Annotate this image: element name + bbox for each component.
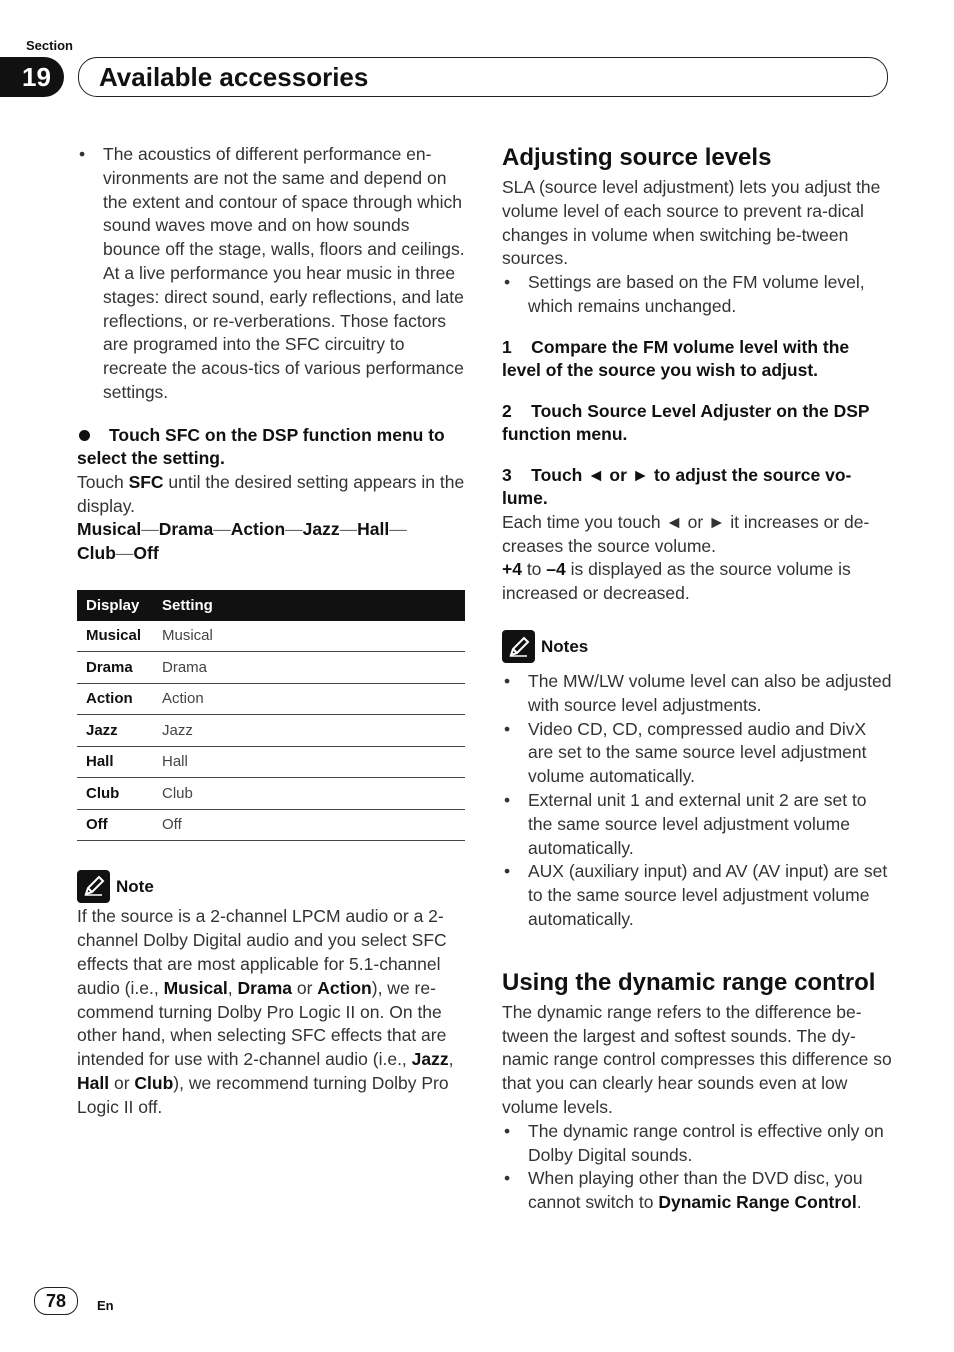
drc-intro: The dynamic range refers to the difference be-tween the largest and softest sounds. The dy-namic range control compresses this difference so that you can clearly hear sounds even at low volume levels. (502, 1001, 892, 1117)
touch-sfc-text (77, 471, 465, 519)
list-item: • External unit 1 and external unit 2 are set to the same source level adjustment volume automatically. (502, 789, 892, 860)
table-cell-display: Drama (77, 652, 153, 684)
note-text: , (448, 1049, 454, 1070)
cycle-item: Jazz (302, 519, 340, 540)
table-cell-setting: Musical (153, 621, 465, 652)
range-post: is displayed as the source volume is increased or decreased. (502, 559, 851, 604)
sfc-step-text: Touch SFC on the DSP function menu to select the setting. (77, 424, 445, 469)
section-label: Section (26, 38, 73, 53)
table-cell-display: Off (77, 809, 153, 841)
cycle-sep: — (141, 519, 159, 540)
drc-bullet-end: . (856, 1192, 862, 1213)
note-title: Note (116, 876, 154, 896)
cycle-item: Action (230, 519, 286, 540)
table-row (77, 778, 465, 810)
list-item: • AUX (auxiliary input) and AV (AV input) are set to the same source level adjustment volume automatically. (502, 860, 892, 931)
step-1: 1 Compare the FM volume level with the level of the source you wish to adjust. (502, 336, 855, 381)
note-text: or (109, 1073, 135, 1094)
step-2: 2 Touch Source Level Adjuster on the DSP function menu. (502, 400, 875, 445)
table-row (77, 809, 465, 841)
note-text: ), we re-commend turning Dolby Pro Logic II on. On the other hand, when selecting SFC effects that are intended for use with 2-channel audio (i.e., (77, 977, 447, 1070)
cycle-item: Hall (357, 519, 390, 540)
acoustics-bullet: • The acoustics of different performance en-vironments are not the same and depend on the extent and contour of space through which sound waves move and on how sounds bounce off the stage, walls, floors and ceilings. At a live performance you hear music in three stages: direct sound, early reflections, and late reflections, or re-verberations. Those factors are programed into the SFC circuitry to recreate the acous-tics of various performance settings. (77, 143, 465, 405)
table-cell-setting: Club (153, 778, 465, 810)
table-row (77, 652, 465, 684)
step-dot-icon (79, 430, 90, 441)
language-label: En (97, 1298, 114, 1313)
note-text: ), we recommend turning Dolby Pro Logic II off. (77, 1073, 449, 1117)
sla-intro: SLA (source level adjustment) lets you adjust the volume level of each source to prevent ra-dical changes in volume when switching be-tween sources. (502, 177, 881, 269)
table-cell-setting: Action (153, 683, 465, 715)
note-bold: Jazz (411, 1049, 449, 1070)
table-cell-display: Club (77, 778, 153, 810)
table-cell-display: Action (77, 683, 153, 715)
cycle-item: Drama (158, 519, 214, 540)
list-item: • The MW/LW volume level can also be adjusted with source level adjustments. (502, 670, 892, 718)
sfc-settings-table (77, 590, 465, 842)
range-text (502, 558, 892, 606)
touch-sfc-bold: SFC (128, 471, 164, 492)
notes-header (502, 630, 892, 664)
drc-bullet-2 (502, 1167, 892, 1215)
note-header (77, 869, 465, 903)
drc-bullet-bold: Dynamic Range Control (658, 1192, 857, 1213)
left-column (77, 143, 465, 1120)
range-mid: to (521, 559, 547, 580)
note-bold: Drama (237, 977, 292, 998)
range-min: –4 (546, 559, 566, 580)
touch-post: until the desired setting appears in the display. (77, 471, 465, 516)
table-cell-setting: Jazz (153, 715, 465, 747)
drc-bullet-text: When playing other than the DVD disc, you cannot switch to (528, 1168, 863, 1213)
table-row (77, 746, 465, 778)
table-cell-display: Musical (77, 621, 153, 652)
table-row (77, 683, 465, 715)
note-body (77, 905, 465, 1119)
drc-heading: Using the dynamic range control (502, 968, 876, 996)
section-number-badge: 19 (0, 57, 64, 97)
note-text: , (227, 977, 238, 998)
list-item: • Video CD, CD, compressed audio and DivX are set to the same source level adjustment volume automatically. (502, 718, 892, 789)
pencil-note-icon (77, 870, 110, 903)
page-title: Available accessories (99, 62, 369, 92)
table-cell-setting: Hall (153, 746, 465, 778)
drc-bullet-1: • The dynamic range control is effective only on Dolby Digital sounds. (502, 1120, 892, 1168)
table-cell-setting: Drama (153, 652, 465, 684)
pencil-note-icon (502, 630, 535, 663)
cycle-sep: — (339, 519, 358, 540)
step-3: 3 Touch ◄ or ► to adjust the source vo-lume. (502, 464, 852, 509)
table-cell-display: Jazz (77, 715, 153, 747)
cycle-sep: — (213, 519, 231, 540)
cycle-sep: — (285, 519, 303, 540)
note-text: If the source is a 2-channel LPCM audio or a 2-channel Dolby Digital audio and you select SFC effects that are most applicable for 5.1-channel audio (i.e., (77, 906, 447, 998)
table-row (77, 715, 465, 747)
cycle-item: Musical (77, 519, 142, 540)
cycle-sep: — (389, 519, 407, 540)
table-row (77, 621, 465, 652)
table-header-row (77, 590, 465, 621)
cycle-item: Off (133, 543, 159, 564)
table-cell-display: Hall (77, 746, 153, 778)
sla-heading: Adjusting source levels (502, 144, 772, 171)
step-3-text: Each time you touch ◄ or ► it increases or de-creases the source volume. (502, 511, 870, 556)
table-header-display: Display (77, 590, 153, 621)
notes-list (502, 670, 892, 932)
notes-title: Notes (541, 637, 589, 657)
cycle-sep: — (115, 543, 134, 564)
note-bold: Action (317, 977, 372, 998)
range-max: +4 (502, 559, 522, 580)
page-number: 78 (34, 1287, 78, 1315)
setting-cycle (77, 518, 465, 566)
sfc-step-heading (77, 424, 465, 471)
table-cell-setting: Off (153, 809, 465, 841)
touch-pre: Touch (77, 471, 129, 492)
right-column (502, 143, 892, 1215)
cycle-item: Club (77, 543, 116, 564)
table-header-setting: Setting (153, 590, 465, 621)
title-bar (78, 57, 888, 97)
note-text: or (292, 977, 318, 998)
note-bold: Musical (163, 977, 228, 998)
note-bold: Club (134, 1073, 174, 1094)
note-bold: Hall (77, 1073, 110, 1094)
sla-bullet: • Settings are based on the FM volume level, which remains unchanged. (502, 271, 892, 319)
